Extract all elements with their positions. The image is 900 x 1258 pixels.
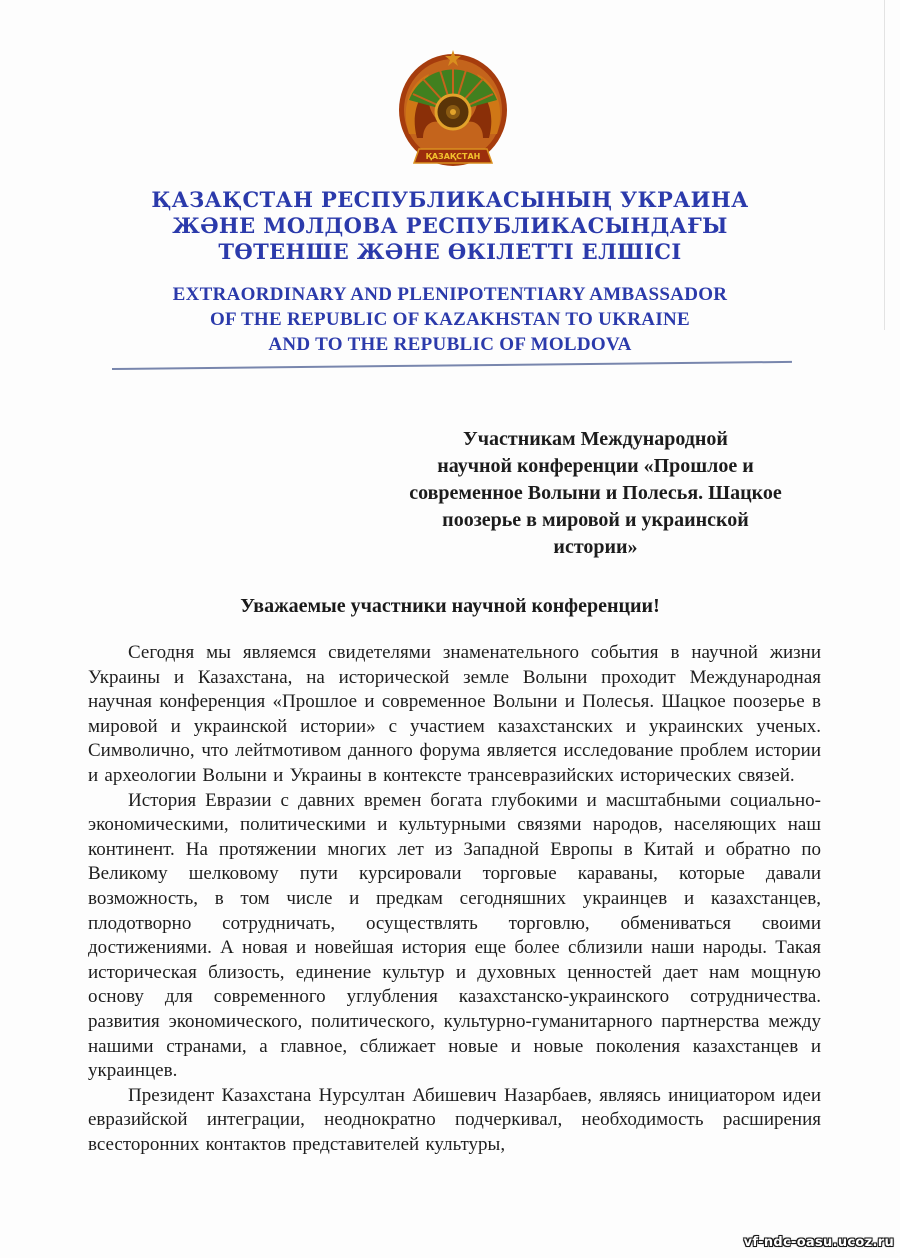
- site-watermark: vf-ndc-oasu.ucoz.ru: [743, 1235, 894, 1250]
- addressee-block: [393, 426, 798, 561]
- letterhead-english-title: [0, 282, 900, 357]
- salutation: Уважаемые участники научной конференции!: [240, 595, 660, 617]
- letterhead-english-line: EXTRAORDINARY AND PLENIPOTENTIARY AMBASSADOR: [172, 284, 728, 305]
- addressee-line: научной конференции «Прошлое и: [437, 455, 754, 477]
- addressee-line: поозерье в мировой и украинской: [442, 509, 749, 531]
- letterhead-divider-line: [112, 361, 792, 370]
- letterhead-kazakh-title: [0, 187, 900, 265]
- addressee-line: истории»: [553, 536, 638, 558]
- body-paragraph: Сегодня мы являемся свидетелями знаменательного события в научной жизни Украины и Казахстана, на исторической земле Волыни проходит Международная научная конференция «Прошлое и современное Волыни и Полесья. Шацкое поозерье в мировой и украинской истории» с участием казахстанских и украинских ученых. Символично, что лейтмотивом данного форума является исследование проблем истории и археологии Волыни и Украины в контексте трансевразийских исторических связей.: [88, 642, 821, 786]
- body-paragraph: История Евразии с давних времен богата глубокими и масштабными социально-экономическими, политическими и культурными связями народов, населяющих наш континент. На протяжении многих лет из Западной Европы в Китай и обратно по Великому шелковому пути курсировали торговые караваны, которые давали возможность, в том числе и предкам сегодняшних украинцев и казахстанцев, плодотворно сотрудничать, осуществлять торговлю, обмениваться своими достижениями. А новая и новейшая история еще более сблизили наши народы. Такая историческая близость, единение культур и духовных ценностей дает нам мощную основу для современного углубления казахстанско-украинского сотрудничества. развития экономического, политического, культурно-гуманитарного партнерства между нашими странами, а главное, сближает новые и новые поколения казахстанцев и украинцев.: [88, 789, 821, 1082]
- kazakhstan-emblem-icon: [393, 46, 513, 166]
- scan-edge-artifact: [884, 0, 885, 330]
- addressee-line: современное Волыни и Полесья. Шацкое: [409, 482, 782, 504]
- addressee-line: Участникам Международной: [463, 428, 728, 450]
- letterhead-kazakh-line: ҚАЗАҚСТАН РЕСПУБЛИКАСЫНЫҢ УКРАИНА: [151, 187, 749, 212]
- body-paragraph: Президент Казахстана Нурсултан Абишевич Назарбаев, являясь инициатором идеи евразийской интеграции, неоднократно подчеркивал, необходимость расширения всесторонних контактов представителей культуры,: [88, 1084, 821, 1155]
- letterhead-kazakh-line: ЖӘНЕ МОЛДОВА РЕСПУБЛИКАСЫНДАҒЫ: [172, 213, 728, 238]
- letterhead-english-line: OF THE REPUBLIC OF KAZAKHSTAN TO UKRAINE: [209, 309, 691, 330]
- letter-body: [88, 641, 821, 1157]
- emblem-banner-label: ҚАЗАҚСТАН: [425, 152, 481, 161]
- letterhead-kazakh-line: ТӨТЕНШЕ ЖӘНЕ ӨКІЛЕТТІ ЕЛШІСІ: [218, 239, 682, 264]
- letterhead-english-line: AND TO THE REPUBLIC OF MOLDOVA: [268, 334, 632, 355]
